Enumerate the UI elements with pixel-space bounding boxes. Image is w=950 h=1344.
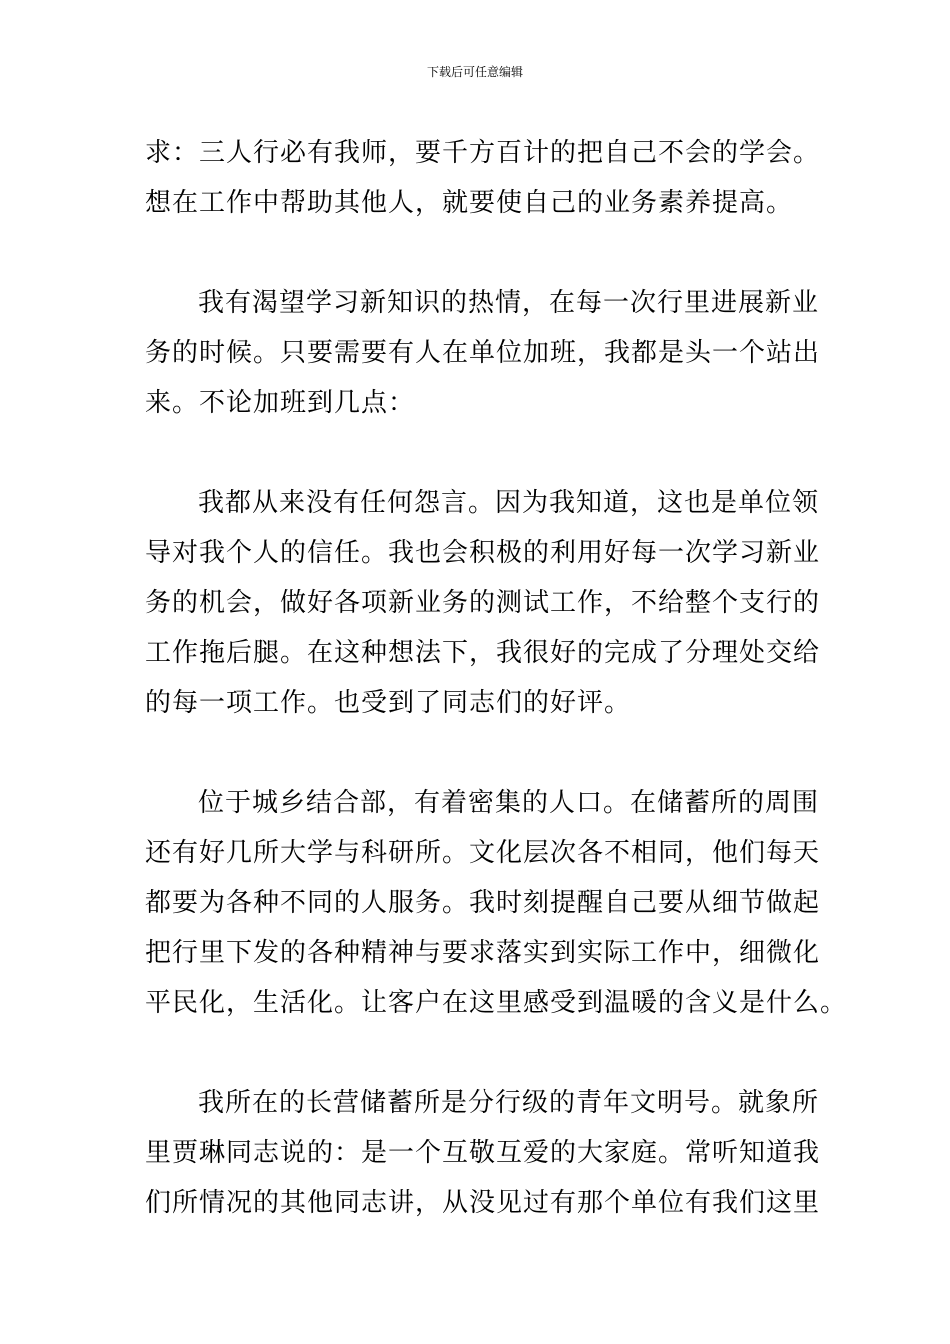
paragraph-4 [145,778,848,1028]
text-line: 我有渴望学习新知识的热情，在每一次行里进展新业 [198,288,820,318]
text-line: 里贾琳同志说的：是一个互敬互爱的大家庭。常听知道我 [145,1138,821,1168]
body-text [145,128,848,1228]
paragraph-gap [145,428,810,478]
text-line: 位于城乡结合部，有着密集的人口。在储蓄所的周围 [198,788,820,818]
header-note: 下载后可任意编辑 [426,65,523,79]
text-line: 我所在的长营储蓄所是分行级的青年文明号。就象所 [198,1088,820,1118]
text-line: 务的时候。只要需要有人在单位加班，我都是头一个站出 [145,338,821,368]
text-line: 还有好几所大学与科研所。文化层次各不相同，他们每天 [145,838,821,868]
text-line: 们所情况的其他同志讲，从没见过有那个单位有我们这里 [145,1188,821,1218]
text-line: 的每一项工作。也受到了同志们的好评。 [145,688,632,718]
text-line: 平民化，生活化。让客户在这里感受到温暖的含义是什么。 [145,988,848,1018]
paragraph-3 [145,478,821,728]
text-line: 工作拖后腿。在这种想法下，我很好的完成了分理处交给 [145,638,821,668]
text-line: 都要为各种不同的人服务。我时刻提醒自己要从细节做起 [145,888,821,918]
text-line: 想在工作中帮助其他人，就要使自己的业务素养提高。 [145,188,794,218]
text-line: 导对我个人的信任。我也会积极的利用好每一次学习新业 [145,538,821,568]
text-line: 我都从来没有任何怨言。因为我知道，这也是单位领 [198,488,820,518]
text-line: 把行里下发的各种精神与要求落实到实际工作中，细微化 [145,938,821,968]
paragraph-5 [145,1078,821,1228]
text-line: 务的机会，做好各项新业务的测试工作，不给整个支行的 [145,588,821,618]
paragraph-gap [145,728,810,778]
paragraph-1 [145,128,821,228]
text-line: 求：三人行必有我师，要千方百计的把自己不会的学会。 [145,138,821,168]
text-line: 来。不论加班到几点： [145,388,416,418]
paragraph-gap [145,228,810,278]
paragraph-gap [145,1028,810,1078]
paragraph-2 [145,278,821,428]
